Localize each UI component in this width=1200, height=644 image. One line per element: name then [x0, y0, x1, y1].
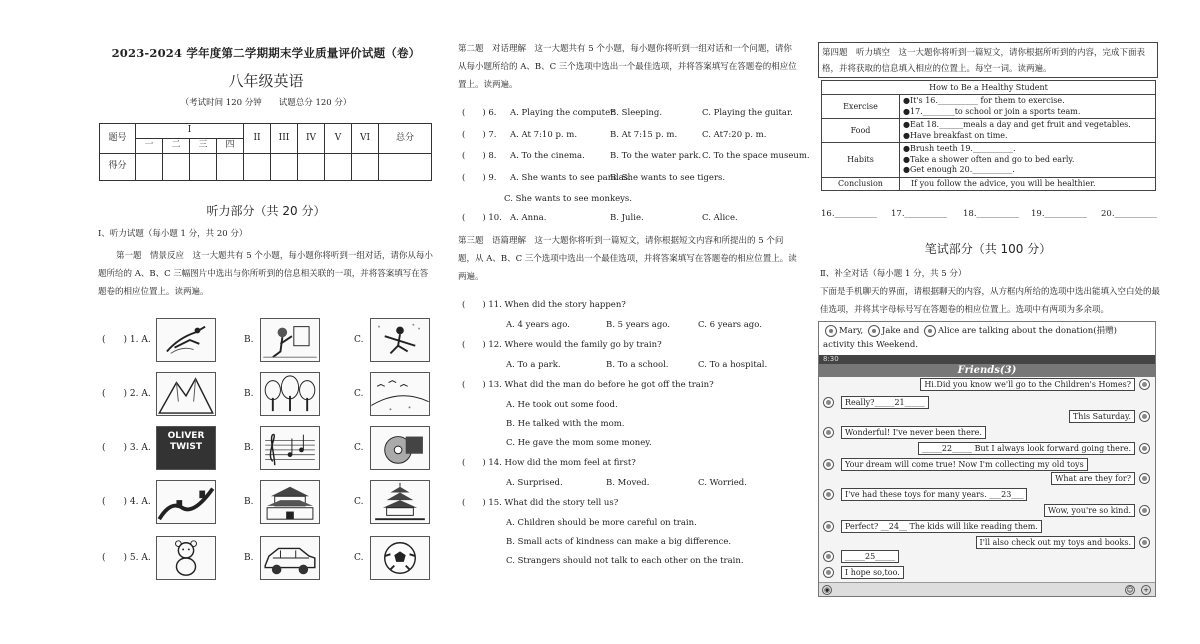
sec2-instruction: 第二题 对话理解 这一大题共有 5 个小题，每小题你将听到一组对话和一个问题，请你从每小题所给的 A、B、C 三个选项中选出一个最佳选项，并将答案填写在答题卷的相应位置上。读两遍。: [458, 44, 797, 90]
option-a[interactable]: A. Anna.: [510, 213, 547, 223]
chat-intro: [819, 322, 1155, 356]
score-cell[interactable]: [379, 154, 432, 181]
phone-chat-screen: [818, 321, 1156, 597]
temple-of-heaven-icon[interactable]: [370, 480, 430, 524]
option-b-label: B.: [244, 553, 254, 563]
option-c-label: C.: [354, 497, 364, 507]
chat-message: What are they for?: [1051, 472, 1135, 485]
row-content: [900, 177, 1156, 191]
row-line: ●Eat 18.______meals a day and get fruit and vegetables.: [903, 120, 1131, 129]
option-c[interactable]: C. Strangers should not talk to each other on the train.: [506, 556, 744, 566]
score-cell[interactable]: [163, 154, 190, 181]
row-content: [900, 119, 1156, 143]
question-number: ( ) 2. A.: [102, 389, 151, 399]
avatar[interactable]: [823, 427, 834, 438]
writing-instruction: 下面是手机聊天的界面，请根据聊天的内容，从方框内所给的选项中选出能填入空白处的最佳选项，并将其字母标号写在答题卷的相应位置上。选项中有两项为多余项。: [820, 287, 1161, 315]
chat-message: Really?_____21_____: [841, 396, 929, 409]
option-c[interactable]: C. Playing the guitar.: [702, 108, 793, 118]
avatar[interactable]: [1139, 473, 1150, 484]
option-b[interactable]: B. He talked with the mom.: [506, 419, 625, 429]
car-icon[interactable]: [260, 536, 320, 580]
chat-message: Wonderful! I've never been there.: [841, 426, 986, 439]
score-col-v: V: [325, 124, 352, 154]
blank-18[interactable]: 18.__________: [963, 209, 1020, 219]
chat-message: This Saturday.: [1069, 410, 1135, 423]
score-sub-4: 四: [217, 139, 244, 154]
avatar[interactable]: [823, 489, 834, 500]
cd-disc-icon[interactable]: [370, 426, 430, 470]
table-row-food: [822, 119, 1156, 143]
avatar[interactable]: [823, 459, 834, 470]
score-label-defen: 得分: [100, 154, 136, 181]
listening-heading: 听力部分（共 20 分）: [206, 204, 326, 218]
music-notes-icon[interactable]: [260, 426, 320, 470]
sec2-question-row: [462, 173, 798, 184]
sec3-question: ( ) 15. What did the story tell us?: [462, 498, 619, 508]
row-line: If you follow the advice, you will be healthier.: [903, 178, 1096, 188]
option-c[interactable]: C. 6 years ago.: [698, 320, 762, 330]
score-col-ii: II: [244, 124, 271, 154]
book-title: OLIVER TWIST: [167, 431, 205, 452]
avatar[interactable]: [1139, 537, 1150, 548]
row-line: ●It's 16.__________ for them to exercise.: [903, 96, 1065, 105]
listening-part-title: Ⅰ、听力试题（每小题 1 分，共 20 分）: [98, 229, 248, 239]
row-content: [900, 95, 1156, 119]
score-cell[interactable]: [325, 154, 352, 181]
sec2-question-row: [462, 108, 798, 119]
birds-hill-icon[interactable]: [370, 372, 430, 416]
sec3-question: ( ) 12. Where would the family go by train?: [462, 340, 662, 350]
option-c[interactable]: C. Worried.: [698, 478, 747, 488]
sec1-instruction: 第一题 情景反应 这一大题共有 5 个小题，每小题你将听到一组对话，请你从每小题所给的 A、B、C 三幅图片中选出与你所听到的信息相关联的一项，并将答案填写在答题卷的相应位置上。读两遍。: [98, 251, 433, 297]
option-b[interactable]: B. To a school.: [606, 360, 669, 370]
row-line: ●Get enough 20.__________.: [903, 165, 1015, 174]
option-a[interactable]: A. 4 years ago.: [506, 320, 570, 330]
avatar[interactable]: [1139, 379, 1150, 390]
avatar-alice: [924, 325, 936, 337]
option-b[interactable]: B. Sleeping.: [610, 108, 663, 118]
option-b[interactable]: B. Julie.: [610, 213, 644, 223]
table-row-conclusion: [822, 177, 1156, 191]
oliver-twist-book-icon[interactable]: [156, 426, 216, 470]
q-num: ( ) 9.: [462, 173, 497, 183]
column-3: [818, 0, 1160, 644]
pic-question-2: [96, 372, 436, 418]
score-col-total: 总分: [379, 124, 432, 154]
q-num: ( ) 6.: [462, 108, 497, 118]
question-number: ( ) 1. A.: [102, 335, 151, 345]
chat-message: I'll also check out my toys and books.: [976, 536, 1135, 549]
score-sub-1: 一: [136, 139, 163, 154]
row-label: Food: [822, 119, 900, 143]
chat-message: I hope so,too.: [841, 566, 904, 579]
question-number: ( ) 4. A.: [102, 497, 151, 507]
blank-20[interactable]: 20.__________: [1101, 209, 1158, 219]
row-line: ●Take a shower often and go to bed early.: [903, 154, 1075, 164]
mountain-icon[interactable]: [156, 372, 216, 416]
voice-icon[interactable]: ◉: [823, 586, 831, 594]
score-cell[interactable]: [136, 154, 163, 181]
q-num: ( ) 10.: [462, 213, 502, 223]
option-c[interactable]: C. To the space museum.: [702, 151, 810, 161]
column-1: [96, 0, 436, 644]
option-b-label: B.: [244, 389, 254, 399]
question-number: ( ) 3. A.: [102, 443, 151, 453]
question-number: ( ) 5. A.: [102, 553, 151, 563]
row-content: [900, 143, 1156, 178]
option-c[interactable]: C. He gave the mom some money.: [506, 438, 652, 448]
sec2-question-row: [462, 130, 798, 141]
row-label: Exercise: [822, 95, 900, 119]
score-cell[interactable]: [190, 154, 217, 181]
input-bar[interactable]: [819, 582, 1155, 596]
option-a[interactable]: A. She wants to see pandas.: [510, 173, 631, 183]
option-c[interactable]: C. To a hospital.: [698, 360, 768, 370]
emoji-icon[interactable]: ☺: [1126, 586, 1134, 594]
teddy-bear-icon[interactable]: [156, 536, 216, 580]
sec2-question-row: [462, 213, 798, 224]
intro-jake: Jake and: [881, 326, 920, 336]
forest-icon[interactable]: [260, 372, 320, 416]
tiananmen-icon[interactable]: [260, 480, 320, 524]
option-c-label: C.: [354, 553, 364, 563]
skier-icon[interactable]: [370, 318, 430, 362]
avatar[interactable]: [823, 551, 834, 562]
score-label-tihao: 题号: [100, 124, 136, 154]
option-c-label: C.: [354, 335, 364, 345]
avatar[interactable]: [1139, 443, 1150, 454]
option-b[interactable]: B. To the water park.: [610, 151, 702, 161]
intro-rest: Alice are talking about the donation(捐赠) activity this Weekend.: [823, 326, 1117, 350]
score-cell[interactable]: [271, 154, 298, 181]
chat-title-bar: Friends(3): [819, 364, 1155, 377]
subject-title: 八年级英语: [228, 72, 304, 90]
score-cell[interactable]: [352, 154, 379, 181]
option-a[interactable]: A. He took out some food.: [506, 400, 618, 410]
intro-mary: Mary,: [839, 326, 864, 336]
option-a[interactable]: A. To a park.: [506, 360, 561, 370]
football-icon[interactable]: [370, 536, 430, 580]
writing-part-title: Ⅱ、补全对话（每小题 1 分，共 5 分）: [820, 269, 967, 279]
q-num: ( ) 7.: [462, 130, 497, 140]
pic-question-4: [96, 480, 436, 526]
status-time: 8:30: [823, 355, 839, 363]
option-b-label: B.: [244, 443, 254, 453]
option-a[interactable]: A. To the cinema.: [510, 151, 585, 161]
blank-19[interactable]: 19.__________: [1031, 209, 1088, 219]
sec3-question: ( ) 13. What did the man do before he got off the train?: [462, 380, 714, 390]
score-col-vi: VI: [352, 124, 379, 154]
great-wall-icon[interactable]: [156, 480, 216, 524]
sec3-question: ( ) 14. How did the mom feel at first?: [462, 458, 636, 468]
writing-heading: 笔试部分（共 100 分）: [924, 242, 1052, 256]
option-c-label: C.: [354, 443, 364, 453]
blank-16[interactable]: 16.__________: [821, 209, 878, 219]
option-c[interactable]: C. At7:20 p. m.: [702, 130, 767, 140]
row-label: Conclusion: [822, 177, 900, 191]
avatar[interactable]: [1139, 411, 1150, 422]
avatar[interactable]: [1139, 505, 1150, 516]
q-num: ( ) 8.: [462, 151, 497, 161]
sec4-instruction: 第四题 听力填空 这一大题你将听到一篇短文，请你根据所听到的内容，完成下面表格，并将获取的信息填入相应的位置上。每空一词。读两遍。: [818, 42, 1158, 78]
option-b[interactable]: B. Moved.: [606, 478, 650, 488]
avatar-mary: [825, 325, 837, 337]
score-col-iii: III: [271, 124, 298, 154]
option-a[interactable]: C. She wants to see monkeys.: [504, 194, 632, 204]
chat-message: I've had these toys for many years. ___23___: [841, 488, 1027, 501]
option-b-label: B.: [244, 497, 254, 507]
chat-message: _____25_____: [841, 550, 899, 563]
plus-icon[interactable]: +: [1141, 585, 1151, 595]
row-line: ●Brush teeth 19.__________.: [903, 144, 1016, 153]
pic-question-5: [96, 536, 436, 582]
table-title: How to Be a Healthy Student: [822, 81, 1156, 95]
avatar[interactable]: [823, 521, 834, 532]
score-sub-3: 三: [190, 139, 217, 154]
blank-17[interactable]: 17.__________: [891, 209, 948, 219]
painter-icon[interactable]: [260, 318, 320, 362]
option-a[interactable]: A. Surprised.: [506, 478, 563, 488]
score-group-i: I: [136, 124, 244, 139]
avatar[interactable]: [823, 397, 834, 408]
option-a[interactable]: A. At 7:10 p. m.: [510, 130, 578, 140]
exam-title: 2023-2024 学年度第二学期期末学业质量评价试题（卷）: [111, 46, 421, 60]
column-2: [458, 0, 810, 644]
score-cell[interactable]: [298, 154, 325, 181]
score-table: [99, 123, 432, 181]
option-b[interactable]: B. 5 years ago.: [606, 320, 670, 330]
row-label: Habits: [822, 143, 900, 178]
score-cell[interactable]: [217, 154, 244, 181]
exam-info: （考试时间 120 分钟 试题总分 120 分）: [180, 98, 352, 108]
flying-woman-icon[interactable]: [156, 318, 216, 362]
option-b[interactable]: B. She wants to see tigers.: [610, 173, 726, 183]
table-row-exercise: [822, 95, 1156, 119]
chat-message: Perfect? __24__ The kids will like reading them.: [841, 520, 1042, 533]
row-line: ●17.________to school or join a sports team.: [903, 106, 1081, 116]
option-b[interactable]: B. Small acts of kindness can make a big difference.: [506, 537, 732, 547]
chat-message: Your dream will come true! Now I'm collecting my old toys: [841, 458, 1088, 471]
option-c-label: C.: [354, 389, 364, 399]
option-a[interactable]: A. Playing the computer.: [510, 108, 616, 118]
option-b-label: B.: [244, 335, 254, 345]
pic-question-3: [96, 426, 436, 472]
sec2-question-row: [462, 151, 810, 162]
score-col-iv: IV: [298, 124, 325, 154]
option-c[interactable]: C. Alice.: [702, 213, 738, 223]
sec3-question: ( ) 11. When did the story happen?: [462, 300, 626, 310]
healthy-student-table: [821, 80, 1156, 191]
avatar[interactable]: [823, 567, 834, 578]
chat-message: Wow, you're so kind.: [1044, 504, 1135, 517]
avatar-jake: [868, 325, 880, 337]
sec3-instruction: 第三题 语篇理解 这一大题你将听到一篇短文，请你根据短文内容和所提出的 5 个问题，从 A、B、C 三个选项中选出一个最佳选项，并将答案填写在答题卷的相应位置上。读两遍。: [458, 236, 797, 282]
pic-question-1: [96, 318, 436, 364]
option-a[interactable]: A. Children should be more careful on train.: [506, 518, 697, 528]
chat-message: _____22_____ But I always look forward going there.: [918, 442, 1135, 455]
status-bar: [819, 355, 1155, 364]
table-row-habits: [822, 143, 1156, 178]
row-line: ●Have breakfast on time.: [903, 130, 1008, 140]
option-b[interactable]: B. At 7:15 p. m.: [610, 130, 678, 140]
score-cell[interactable]: [244, 154, 271, 181]
chat-message: Hi.Did you know we'll go to the Children's Homes?: [920, 378, 1135, 391]
score-sub-2: 二: [163, 139, 190, 154]
